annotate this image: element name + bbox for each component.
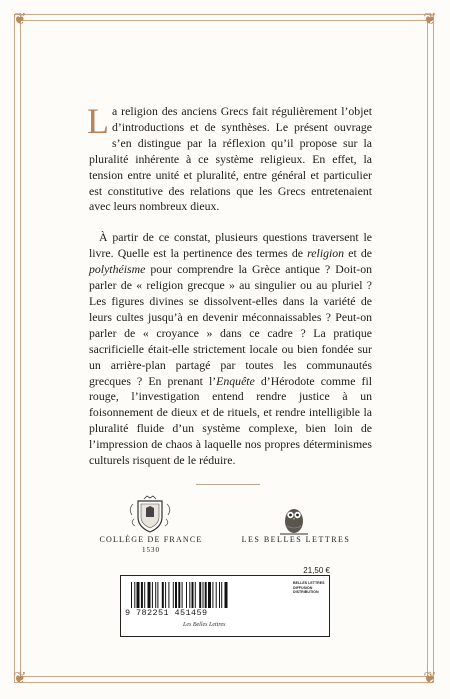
italic-title-enquete: Enquête xyxy=(216,373,255,388)
italic-term-religion: religion xyxy=(307,246,345,261)
owl-icon xyxy=(274,502,314,536)
distributor-label: BELLES LETTRES DIFFUSION DISTRIBUTION xyxy=(293,581,325,595)
college-de-france-year: 1530 xyxy=(142,546,160,554)
barcode-icon xyxy=(131,582,281,608)
publisher-signature: Les Belles Lettres xyxy=(183,622,226,628)
isbn-number: 9 782251 451459 xyxy=(125,608,208,618)
barcode-panel xyxy=(120,575,330,637)
college-de-france-name: COLLÈGE DE FRANCE xyxy=(99,535,203,544)
back-cover-text xyxy=(87,101,372,469)
paragraph-2-text: À partir de ce constat, plusieurs questions traversent le livre. Quelle est la pertinence des termes de xyxy=(89,230,372,261)
italic-term-polytheisme: polythéisme xyxy=(89,262,146,277)
paragraph-2-text: et de xyxy=(344,246,372,261)
publisher-name: LES BELLES LETTRES xyxy=(241,535,351,544)
paragraph-2-text: pour comprendre la Grèce antique ? Doit-on parler de « religion grecque » au singulier ou au pluriel ? Les figures divines se dissolvent-elles dans la variété de leurs cultes jusqu’à en devenir méconnaissables ? Peut-on parler de « croyance » dans ce cadre ? La pratique sacrificielle était-elle strictement locale ou bien fondée sur un arrière-plan partagé par toutes les communautés grecques ? En prenant l’ xyxy=(89,262,372,388)
paragraph-1-text: a religion des anciens Grecs fait régulièrement l’objet d’introductions et de synthèses. Le présent ouvrage s’en distingue par la réflexion qu’il propose sur la pluralité inhérente à ce système religieux. En effet, la tension entre unité et pluralité, entre général et particulier est constitutive des relations que les Grecs entretenaient avec leurs nombreux dieux. xyxy=(89,104,372,214)
corner-ornament-icon: ❦ xyxy=(13,670,27,687)
paragraph-2-text: d’Hérodote comme fil rouge, l’investigation entend rendre justice à un foisonnement de dieux et de rituels, et rendre intelligible la pluralité fluide d’un système complexe, bien loin de l’impression de chaos à laquelle nos propres déterminismes culturels risquent de le réduire. xyxy=(89,373,372,468)
drop-cap: L xyxy=(87,101,109,141)
corner-ornament-icon: ❦ xyxy=(423,670,437,687)
college-de-france-emblem-icon xyxy=(120,495,180,535)
price-label: 21,50 € xyxy=(303,566,330,575)
paragraph-1 xyxy=(87,101,372,215)
paragraph-2 xyxy=(89,230,372,469)
corner-ornament-icon: ❦ xyxy=(13,11,27,28)
corner-ornament-icon: ❦ xyxy=(423,11,437,28)
section-divider xyxy=(196,484,260,485)
